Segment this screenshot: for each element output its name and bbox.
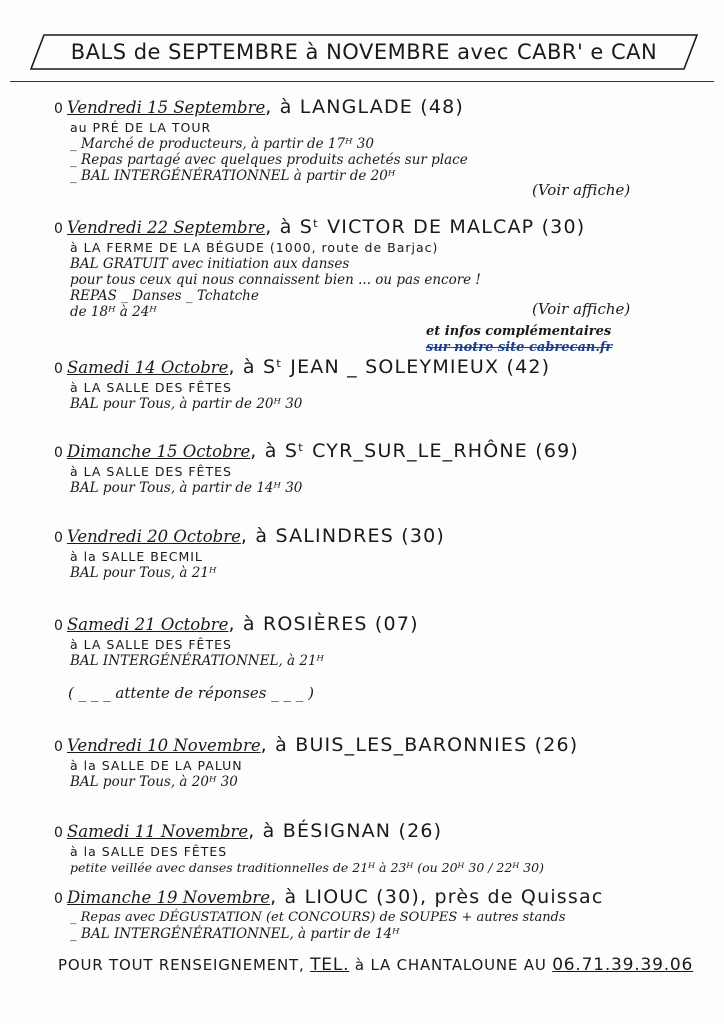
see-poster-note: (Voir affiche) (532, 181, 631, 199)
event-date: Samedi 21 Octobre (67, 615, 229, 634)
event-buis (54, 734, 704, 790)
title-text: BALS de SEPTEMBRE à NOVEMBRE avec (70, 40, 509, 64)
event-heading (54, 886, 704, 910)
bullet: 0 (54, 530, 63, 546)
event-detail: BAL pour Tous, à partir de 20ᴴ 30 (70, 396, 303, 412)
event-heading (54, 216, 704, 240)
event-venue: à la SALLE BECMIL (70, 549, 203, 564)
event-date: Dimanche 19 Novembre (67, 888, 271, 907)
bullet: 0 (54, 739, 63, 755)
event-heading (54, 525, 704, 549)
footer-prefix: POUR TOUT RENSEIGNEMENT, (58, 956, 305, 974)
event-rosieres (54, 613, 704, 669)
website-link[interactable]: sur notre site cabrecan.fr (426, 340, 613, 355)
event-detail: BAL pour Tous, à 20ᴴ 30 (70, 774, 238, 790)
event-detail: de 18ᴴ à 24ᴴ (70, 304, 157, 320)
event-venue: à LA SALLE DES FÊTES (70, 380, 232, 395)
header-divider (10, 81, 714, 82)
event-place: , à Sᵗ VICTOR DE MALCAP (30) (265, 216, 586, 238)
org-name: CABR' e CAN (516, 40, 658, 64)
event-venue: à LA SALLE DES FÊTES (70, 637, 232, 652)
pending-note: ( _ _ _ attente de réponses _ _ _ ) (68, 684, 314, 702)
event-date: Vendredi 22 Septembre (67, 218, 266, 237)
event-detail: _ BAL INTERGÉNÉRATIONNEL, à partir de 14ᴴ (70, 926, 400, 942)
event-detail: BAL GRATUIT avec initiation aux danses (70, 256, 350, 272)
title-banner (30, 34, 698, 70)
page-title (30, 34, 698, 70)
event-heading (54, 820, 704, 844)
event-heading (54, 440, 704, 464)
event-date: Vendredi 20 Octobre (67, 527, 241, 546)
bullet: 0 (54, 221, 63, 237)
event-place: , à Sᵗ CYR_SUR_LE_RHÔNE (69) (250, 440, 580, 462)
event-liouc (54, 886, 704, 942)
event-detail: petite veillée avec danses traditionnelles de 21ᴴ à 23ᴴ (ou 20ᴴ 30 / 22ᴴ 30) (70, 860, 544, 875)
footer-middle: à LA CHANTALOUNE AU (354, 956, 547, 974)
bullet: 0 (54, 891, 63, 907)
event-detail: _ BAL INTERGÉNÉRATIONNEL à partir de 20ᴴ (70, 168, 396, 184)
more-info-note: et infos complémentaires (426, 324, 612, 339)
bullet: 0 (54, 445, 63, 461)
event-detail: pour tous ceux qui nous connaissent bien ... ou pas encore ! (70, 272, 481, 288)
event-date: Vendredi 15 Septembre (67, 98, 266, 117)
contact-footer (58, 955, 708, 975)
event-heading (54, 96, 704, 120)
event-date: Vendredi 10 Novembre (67, 736, 261, 755)
event-detail: BAL pour Tous, à partir de 14ᴴ 30 (70, 480, 303, 496)
bullet: 0 (54, 618, 63, 634)
see-poster-note: (Voir affiche) (532, 300, 631, 318)
phone-number[interactable]: 06.71.39.39.06 (552, 955, 694, 975)
event-place: , à Sᵗ JEAN _ SOLEYMIEUX (42) (228, 356, 551, 378)
event-place: , à BUIS_LES_BARONNIES (26) (260, 734, 579, 756)
event-venue: à LA FERME DE LA BÉGUDE (1000, route de Barjac) (70, 240, 439, 255)
event-st-jean (54, 356, 704, 412)
event-venue: à la SALLE DES FÊTES (70, 844, 228, 859)
bullet: 0 (54, 101, 63, 117)
event-detail: _ Marché de producteurs, à partir de 17ᴴ 30 (70, 136, 374, 152)
event-heading (54, 356, 704, 380)
event-venue: à LA SALLE DES FÊTES (70, 464, 232, 479)
event-detail: _ Repas avec DÉGUSTATION (et CONCOURS) de SOUPES + autres stands (70, 910, 566, 925)
event-detail: REPAS _ Danses _ Tchatche (70, 288, 259, 304)
event-place: , à LIOUC (30), près de Quissac (270, 886, 604, 908)
event-langlade (54, 96, 704, 184)
tel-label: TEL. (310, 955, 350, 975)
event-date: Dimanche 15 Octobre (67, 442, 251, 461)
event-venue: au PRÉ DE LA TOUR (70, 120, 212, 135)
event-place: , à SALINDRES (30) (240, 525, 446, 547)
event-detail: BAL pour Tous, à 21ᴴ (70, 565, 217, 581)
event-heading (54, 734, 704, 758)
event-besignan (54, 820, 704, 876)
event-detail: BAL INTERGÉNÉRATIONNEL, à 21ᴴ (70, 653, 324, 669)
event-st-cyr (54, 440, 704, 496)
event-detail: _ Repas partagé avec quelques produits achetés sur place (70, 152, 468, 168)
bullet: 0 (54, 361, 63, 377)
event-date: Samedi 11 Novembre (67, 822, 249, 841)
event-venue: à la SALLE DE LA PALUN (70, 758, 243, 773)
event-place: , à BÉSIGNAN (26) (248, 820, 443, 842)
event-heading (54, 613, 704, 637)
bullet: 0 (54, 825, 63, 841)
event-date: Samedi 14 Octobre (67, 358, 229, 377)
event-place: , à LANGLADE (48) (265, 96, 465, 118)
event-salindres (54, 525, 704, 581)
event-place: , à ROSIÈRES (07) (228, 613, 419, 635)
